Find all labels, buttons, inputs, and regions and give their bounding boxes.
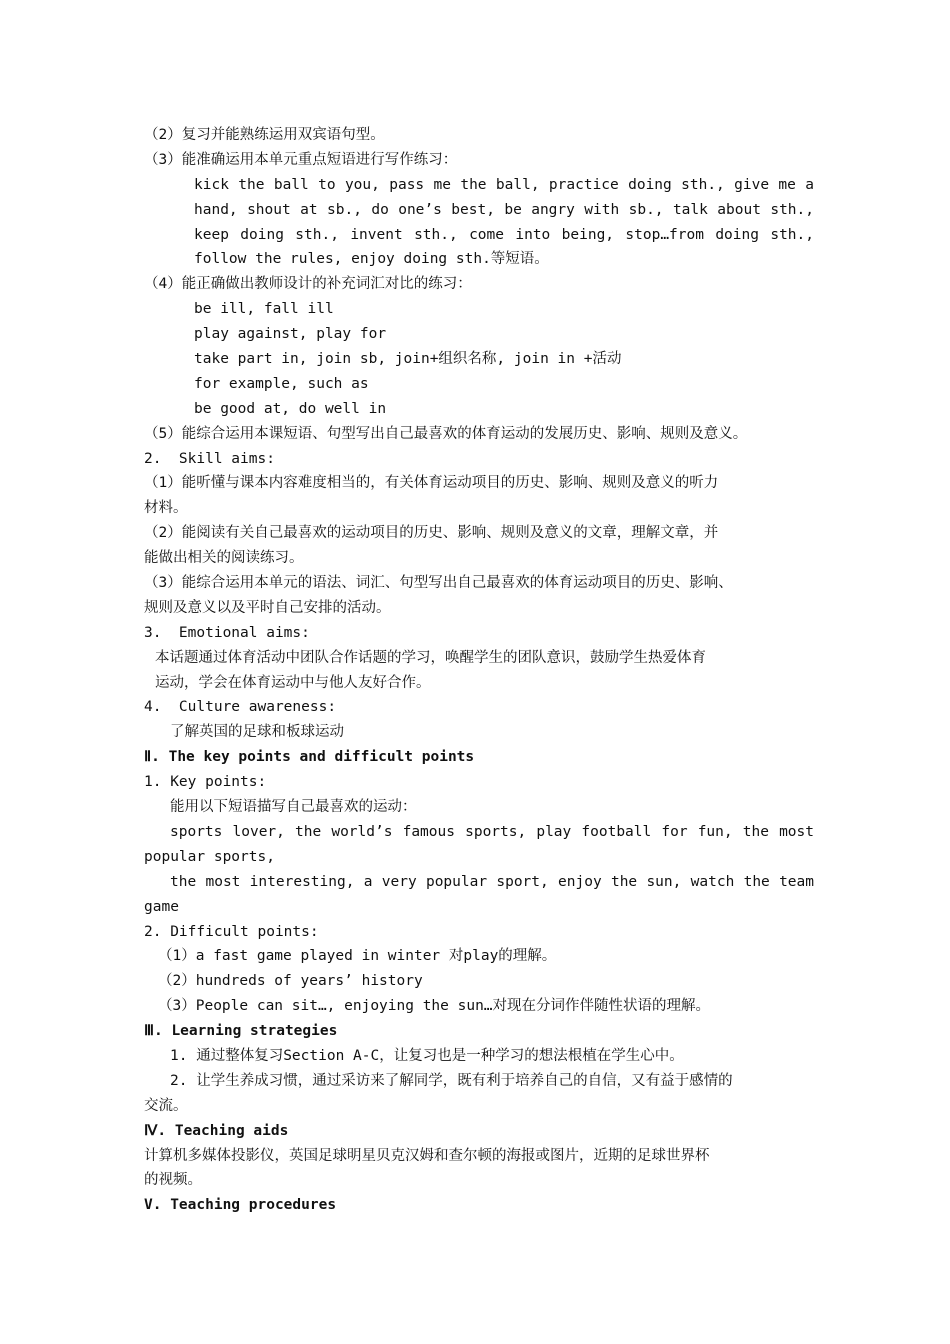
section-heading-key-points: Ⅱ. The key points and difficult points (144, 749, 475, 766)
skill-line: 材料。 (144, 500, 188, 517)
difficult-points-title: 2. Difficult points: (144, 923, 319, 940)
key-points-intro: 能用以下短语描写自己最喜欢的运动： (170, 799, 417, 816)
knowledge-item-3: （3）能准确运用本单元重点短语进行写作练习： (144, 151, 458, 168)
phrase-line: keep doing sth., invent sth., come into being, stop…from doing sth., (194, 226, 814, 243)
knowledge-item-5: （5）能综合运用本课短语、句型写出自己最喜欢的体育运动的发展历史、影响、规则及意义。 (144, 425, 748, 442)
phrase-line: follow the rules, enjoy doing sth.等短语。 (194, 251, 549, 268)
knowledge-item-2: （2）复习并能熟练运用双宾语句型。 (144, 127, 385, 143)
document-page (144, 123, 814, 1218)
difficult-point-line: （2）hundreds of years’ history (158, 973, 423, 990)
contrast-line: be good at, do well in (194, 400, 387, 417)
key-phrase-line: popular sports, (144, 848, 275, 865)
contrast-line: take part in, join sb, join+组织名称, join in +活动 (194, 351, 622, 368)
difficult-point-line: （1）a fast game played in winter 对play的理解。 (158, 948, 557, 965)
section-heading-teaching-aids: Ⅳ. Teaching aids (144, 1122, 289, 1139)
aids-line: 的视频。 (144, 1172, 202, 1189)
emotional-line: 本话题通过体育活动中团队合作话题的学习，唤醒学生的团队意识，鼓励学生热爱体育 (155, 649, 706, 666)
key-phrase-line: game (144, 898, 179, 915)
skill-line: 能做出相关的阅读练习。 (144, 550, 304, 567)
section-heading-learning-strategies: Ⅲ. Learning strategies (144, 1023, 338, 1040)
section-heading-teaching-procedures: V. Teaching procedures (144, 1197, 337, 1214)
key-phrase-line: the most interesting, a very popular sport, enjoy the sun, watch the team (170, 873, 814, 890)
skill-line: （2）能阅读有关自己最喜欢的运动项目的历史、影响、规则及意义的文章，理解文章，并 (144, 525, 719, 542)
culture-text: 了解英国的足球和板球运动 (170, 724, 344, 741)
phrase-line: kick the ball to you, pass me the ball, practice doing sth., give me a (194, 176, 814, 193)
key-phrase-line: sports lover, the world’s famous sports, play football for fun, the most (170, 823, 814, 840)
key-points-title: 1. Key points: (144, 774, 267, 791)
contrast-line: be ill, fall ill (194, 301, 334, 318)
emotional-line: 运动，学会在体育运动中与他人友好合作。 (155, 674, 431, 691)
skill-aims-title: 2. Skill aims: (144, 450, 275, 467)
contrast-line: for example, such as (194, 375, 369, 392)
difficult-point-line: （3）People can sit…, enjoying the sun…对现在分词作伴随性状语的理解。 (158, 998, 711, 1015)
skill-line: （3）能综合运用本单元的语法、词汇、句型写出自己最喜欢的体育运动项目的历史、影响、 (144, 575, 733, 592)
strategy-line: 2. 让学生养成习惯，通过采访来了解同学，既有利于培养自己的自信，又有益于感情的 (170, 1072, 733, 1089)
skill-line: 规则及意义以及平时自己安排的活动。 (144, 599, 391, 616)
emotional-aims-title: 3. Emotional aims: (144, 624, 310, 641)
contrast-line: play against, play for (194, 326, 387, 343)
knowledge-item-4: （4）能正确做出教师设计的补充词汇对比的练习： (144, 276, 472, 293)
phrase-line: hand, shout at sb., do one’s best, be angry with sb., talk about sth., (194, 201, 814, 218)
strategy-line: 交流。 (144, 1097, 188, 1114)
strategy-line: 1. 通过整体复习Section A-C，让复习也是一种学习的想法根植在学生心中。 (170, 1047, 684, 1064)
aids-line: 计算机多媒体投影仪，英国足球明星贝克汉姆和查尔顿的海报或图片，近期的足球世界杯 (144, 1147, 710, 1164)
culture-awareness-title: 4. Culture awareness: (144, 699, 337, 716)
skill-line: （1）能听懂与课本内容难度相当的，有关体育运动项目的历史、影响、规则及意义的听力 (144, 475, 719, 492)
